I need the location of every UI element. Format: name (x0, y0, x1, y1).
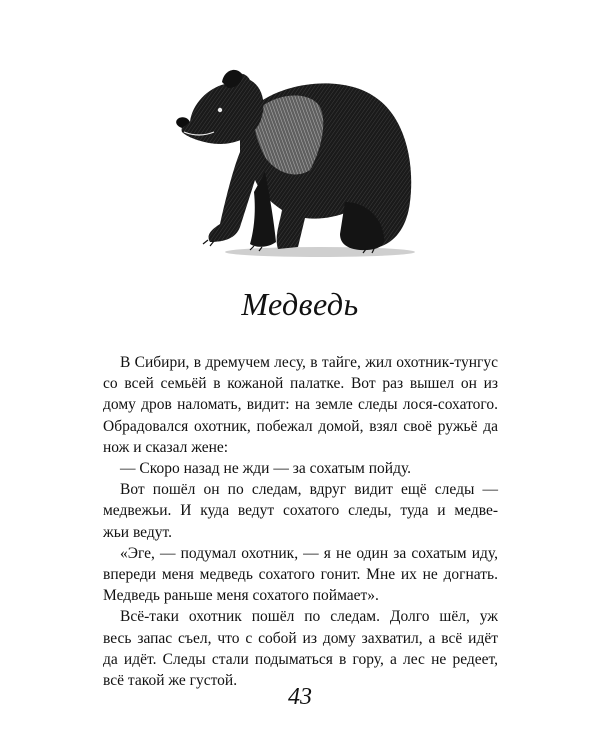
page-number: 43 (288, 684, 312, 710)
text-line: Вот пошёл он по следам, вдруг видит ещё следы — (120, 481, 498, 499)
story-text (103, 352, 498, 691)
text-line: впереди меня медведь сохатого гонит. Мне их не догнать. (103, 566, 498, 584)
text-line: со всей семьёй в кожаной палатке. Вот раз вышел он из (103, 375, 498, 393)
text-line: В Сибири, в дремучем лесу, в тайге, жил охотник-тунгус (120, 354, 498, 371)
text-line: Обрадовался охотник, побежал домой, взял своё ружьё да (103, 417, 498, 435)
text-line: да идёт. Следы стали подыматься в гору, а лес не редеет, (103, 650, 498, 668)
text-line: «Эге, — подумал охотник, — я не один за сохатым иду, (120, 544, 498, 562)
text-line: — Скоро назад не жди — за сохатым пойду. (120, 460, 412, 478)
text-line: медвежьи. И куда ведут сохатого следы, туда и медве- (103, 502, 498, 520)
text-line: всё такой же густой. (103, 672, 238, 690)
text-line: жьи ведут. (103, 523, 172, 541)
text-line: нож и сказал жене: (103, 438, 229, 456)
text-line: Всё-таки охотник пошёл по следам. Долго шёл, уж (120, 608, 498, 626)
bear-engraving-icon (170, 52, 430, 262)
text-line: Медведь раньше меня сохатого поймает». (103, 587, 379, 605)
text-line: дому дров наломать, видит: на земле следы лося-сохатого. (103, 396, 498, 414)
text-line: весь запас съел, что с собой из дому захватил, а всё идёт (103, 629, 498, 647)
bear-illustration (170, 52, 430, 262)
page-title: Медведь (241, 286, 359, 322)
